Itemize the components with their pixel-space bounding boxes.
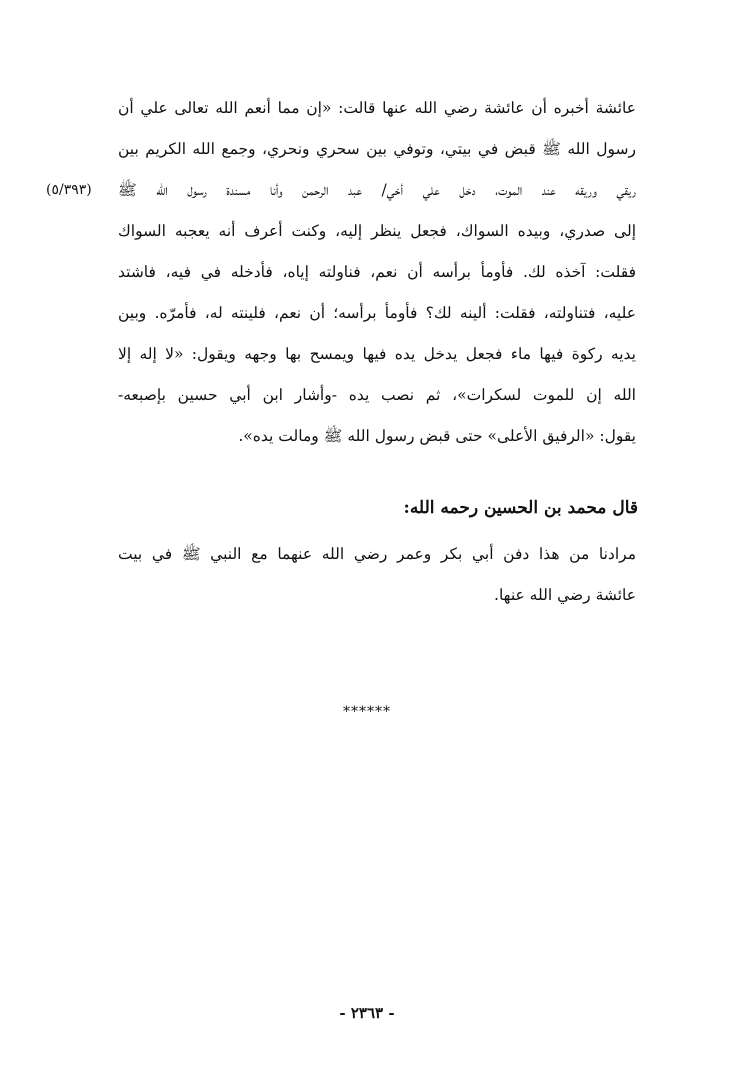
text-line: عائشة رضي الله عنها.	[494, 586, 636, 604]
text-line: يديه ركوة فيها ماء فجعل يدخل يده فيها ويمسح بها وجهه ويقول: «لا إله إلا	[118, 345, 636, 363]
margin-reference: (٥/٣٩٣)	[46, 182, 92, 198]
text-line: مرادنا من هذا دفن أبي بكر وعمر رضي الله عنهما مع النبي ﷺ في بيت	[118, 545, 636, 563]
section-separator: ******	[343, 704, 391, 720]
text-line: عليه، فتناولته، فقلت: ألينه لك؟ فأومأ برأسه؛ أن نعم، فلينته له، فأمرّه. وبين	[118, 304, 636, 322]
main-paragraph	[118, 88, 636, 457]
text-line: فقلت: آخذه لك. فأومأ برأسه أن نعم، فناولته إياه، فأدخله في فيه، فاشتد	[118, 263, 636, 281]
text-line: الله إن للموت لسكرات»، ثم نصب يده -وأشار ابن أبي حسين بإصبعه-	[118, 386, 636, 404]
text-line: ريقي وريقه عند الموت، دخل علي أخي/ عبد الرحمن وأنا مسندة رسول الله ﷺ	[118, 181, 636, 199]
second-paragraph	[118, 534, 636, 616]
text-line: عائشة أخبره أن عائشة رضي الله عنها قالت: «إن مما أنعم الله تعالى علي أن	[118, 99, 636, 117]
text-line: إلى صدري، وبيده السواك، فجعل ينظر إليه، وكنت أعرف أنه يعجبه السواك	[118, 222, 636, 240]
page-number: - ٢٣٦٣ -	[339, 1004, 395, 1022]
text-line: رسول الله ﷺ قبض في بيتي، وتوفي بين سحري ونحري، وجمع الله الكريم بين	[118, 140, 636, 158]
text-line: يقول: «الرفيق الأعلى» حتى قبض رسول الله ﷺ ومالت يده».	[238, 427, 636, 445]
section-heading: قال محمد بن الحسين رحمه الله:	[403, 498, 638, 518]
